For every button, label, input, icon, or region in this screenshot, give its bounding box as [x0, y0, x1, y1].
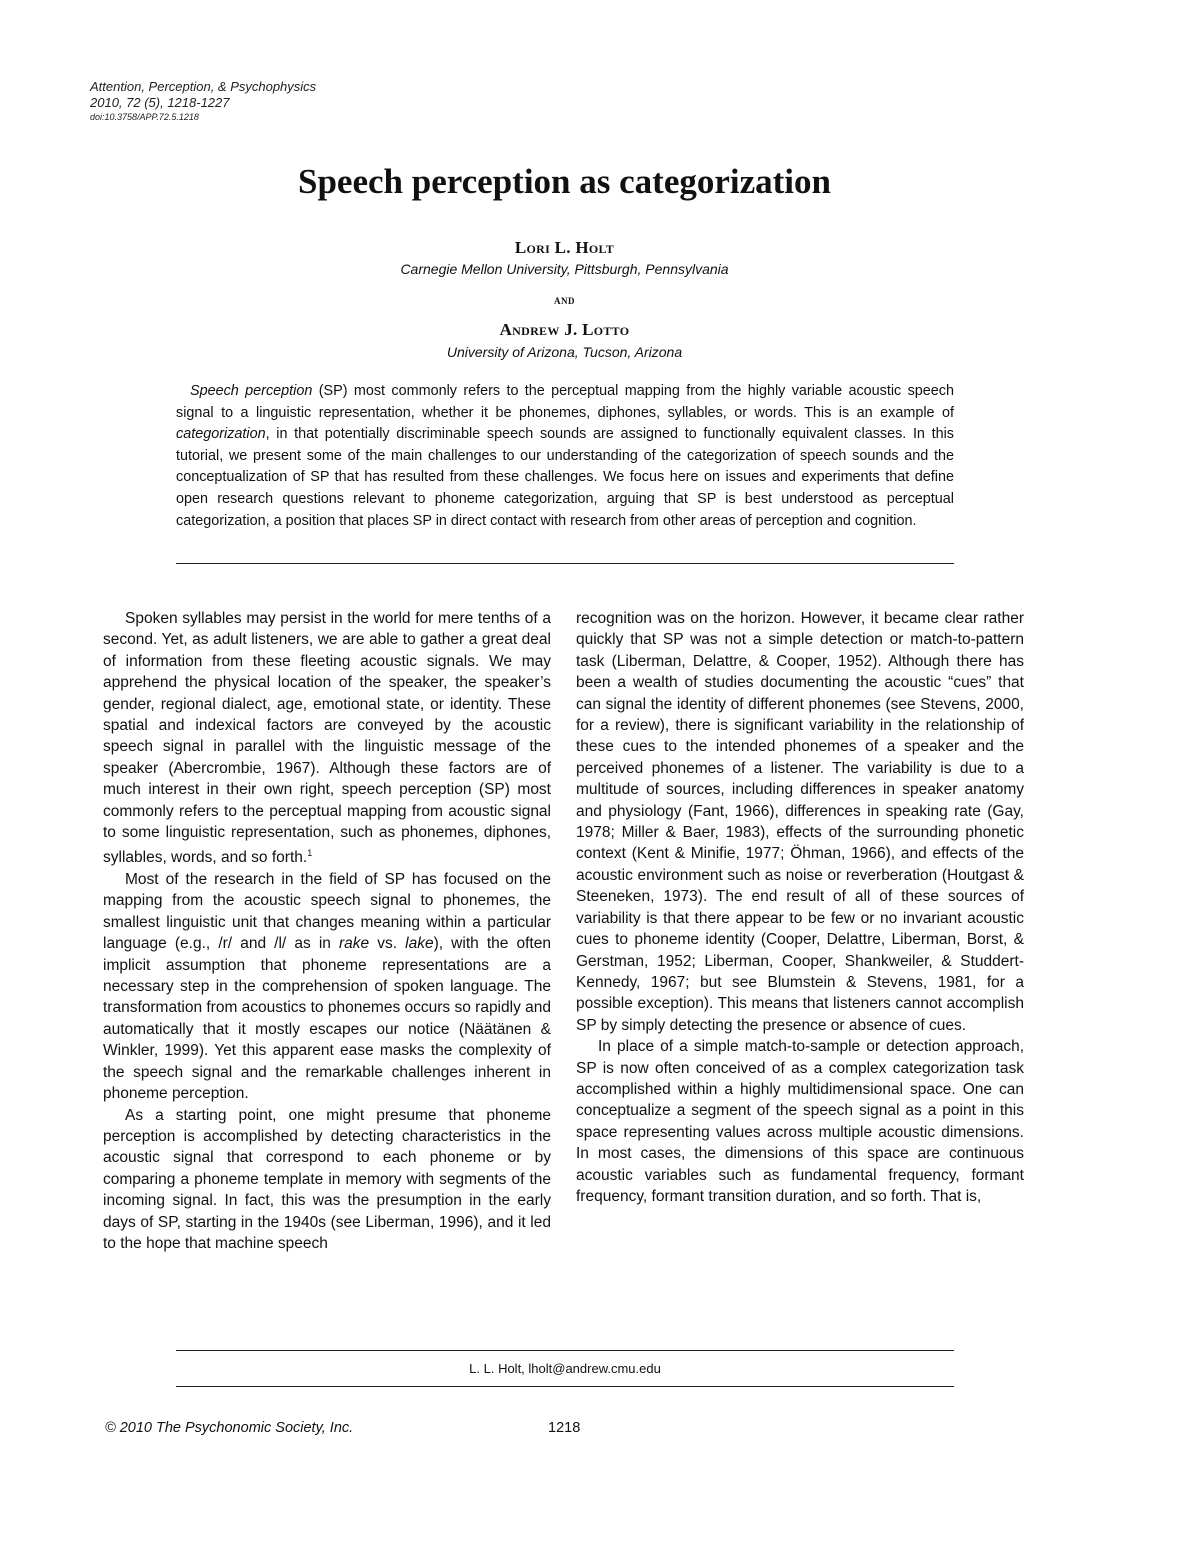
- body-paragraph: In place of a simple match-to-sample or detection approach, SP is now often conceived of as a complex categorization task accomplished within a highly multidimensional space. One can conceptualize a segment of the speech signal as a point in this space representing values across multiple acoustic dimensions. In most cases, the dimensions of this space are continuous acoustic variables such as fundamental frequency, formant frequency, formant transition duration, and so forth. That is,: [576, 1038, 1024, 1205]
- body-column-left: [103, 608, 551, 1254]
- journal-citation: 2010, 72 (5), 1218-1227: [90, 95, 230, 110]
- author-affiliation-1: Carnegie Mellon University, Pittsburgh, Pennsylvania: [400, 261, 729, 277]
- body-text: Most of the research in the field of SP has focused on the mapping from the acoustic speech signal to phonemes, the smallest linguistic unit that changes meaning within a particular language (e.g., /r/ and /l/ as in: [103, 871, 551, 953]
- journal-header: [90, 79, 316, 123]
- footnote-divider-bottom: [176, 1386, 954, 1387]
- author-name-1: Lori L. Holt: [514, 238, 615, 257]
- footnote-marker: 1: [307, 848, 313, 859]
- body-column-right: [576, 608, 1024, 1207]
- correspondence-note: L. L. Holt, lholt@andrew.cmu.edu: [469, 1361, 661, 1376]
- abstract-text-2: , in that potentially discriminable speech sounds are assigned to functionally equivalent classes. In this tutorial, we present some of the main challenges to our understanding of the categorization of speech sounds and the conceptualization of SP that has resulted from these challenges. We focus here on issues and experiments that define open research questions relevant to phoneme categorization, arguing that SP is best understood as perceptual categorization, a position that places SP in direct contact with research from other areas of perception and cognition.: [176, 426, 954, 529]
- body-text: Spoken syllables may persist in the world for mere tenths of a second. Yet, as adult listeners, we are able to gather a great deal of information from these fleeting acoustic signals. We may apprehend the physical location of the speaker, the speaker’s gender, regional dialect, age, emotional state, or identity. These spatial and indexical factors are conveyed by the acoustic speech signal in parallel with the linguistic message of the speaker (Abercrombie, 1967). Although these factors are of much interest in their own right, speech perception (SP) most commonly refers to the perceptual mapping from acoustic signal to some linguistic representation, such as phonemes, diphones, syllables, words, and so forth.: [103, 610, 551, 867]
- author-name-2: Andrew J. Lotto: [499, 320, 630, 339]
- author-separator: and: [554, 292, 575, 307]
- body-text-example: rake: [338, 935, 370, 953]
- body-paragraph: As a starting point, one might presume that phoneme perception is accomplished by detecting characteristics in the acoustic signal that correspond to each phoneme or by comparing a phoneme template in memory with segments of the incoming signal. In fact, this was the presumption in the early days of SP, starting in the 1940s (see Liberman, 1996), and it led to the hope that machine speech: [103, 1106, 551, 1252]
- body-paragraph: [103, 869, 551, 1104]
- footnote-divider-top: [176, 1350, 954, 1351]
- abstract-term-categorization: categorization: [176, 426, 266, 443]
- body-paragraph: [103, 608, 551, 869]
- author-affiliation-2: University of Arizona, Tucson, Arizona: [446, 344, 683, 360]
- page-number: 1218: [548, 1420, 581, 1436]
- body-paragraph: recognition was on the horizon. However, it became clear rather quickly that SP was not a simple detection or match-to-pattern task (Liberman, Delattre, & Cooper, 1952). Although there has been a wealth of studies documenting the acoustic “cues” that can signal the identity of different phonemes (see Stevens, 2000, for a review), there is significant variability in the relationship of these cues to the intended phonemes of a speaker and the perceived phonemes of a listener. The variability is due to a multitude of sources, including differences in speaker anatomy and physiology (Fant, 1966), differences in speaking rate (Gay, 1978; Miller & Baer, 1983), effects of the surrounding phonetic context (Kent & Minifie, 1977; Öhman, 1966), and effects of the acoustic environment such as noise or reverberation (Houtgast & Steeneken, 1973). The end result of all of these sources of variability is that there appear to be few or no invariant acoustic cues to phoneme identity (Cooper, Delattre, Liberman, Borst, & Gerstman, 1952; Liberman, Cooper, Shankweiler, & Studdert-Kennedy, 1967; but see Blumstein & Stevens, 1981, for a possible exception). This means that listeners cannot accomplish SP by simply detecting the presence or absence of cues.: [576, 610, 1024, 1034]
- abstract-text-1: (SP) most commonly refers to the perceptual mapping from the highly variable acoustic speech signal to a linguistic representation, whether it be phonemes, diphones, syllables, or words. This is an example of: [176, 383, 955, 421]
- body-text: vs.: [369, 935, 406, 953]
- abstract-divider: [176, 563, 954, 564]
- journal-doi: doi:10.3758/APP.72.5.1218: [90, 112, 199, 122]
- body-text-example: lake: [405, 935, 434, 953]
- paper-title: Speech perception as categorization: [297, 162, 831, 201]
- abstract: [176, 381, 954, 532]
- journal-name: Attention, Perception, & Psychophysics: [90, 79, 317, 94]
- body-text: ), with the often implicit assumption that phoneme representations are a necessary step in the comprehension of spoken language. The transformation from acoustics to phonemes occurs so rapidly and automatically that it mostly escapes our notice (Näätänen & Winkler, 1999). Yet this apparent ease masks the complexity of the speech signal and the remarkable challenges inherent in phoneme perception.: [103, 935, 551, 1103]
- abstract-term-speech-perception: Speech perception: [190, 383, 313, 399]
- copyright-notice: © 2010 The Psychonomic Society, Inc.: [105, 1420, 354, 1436]
